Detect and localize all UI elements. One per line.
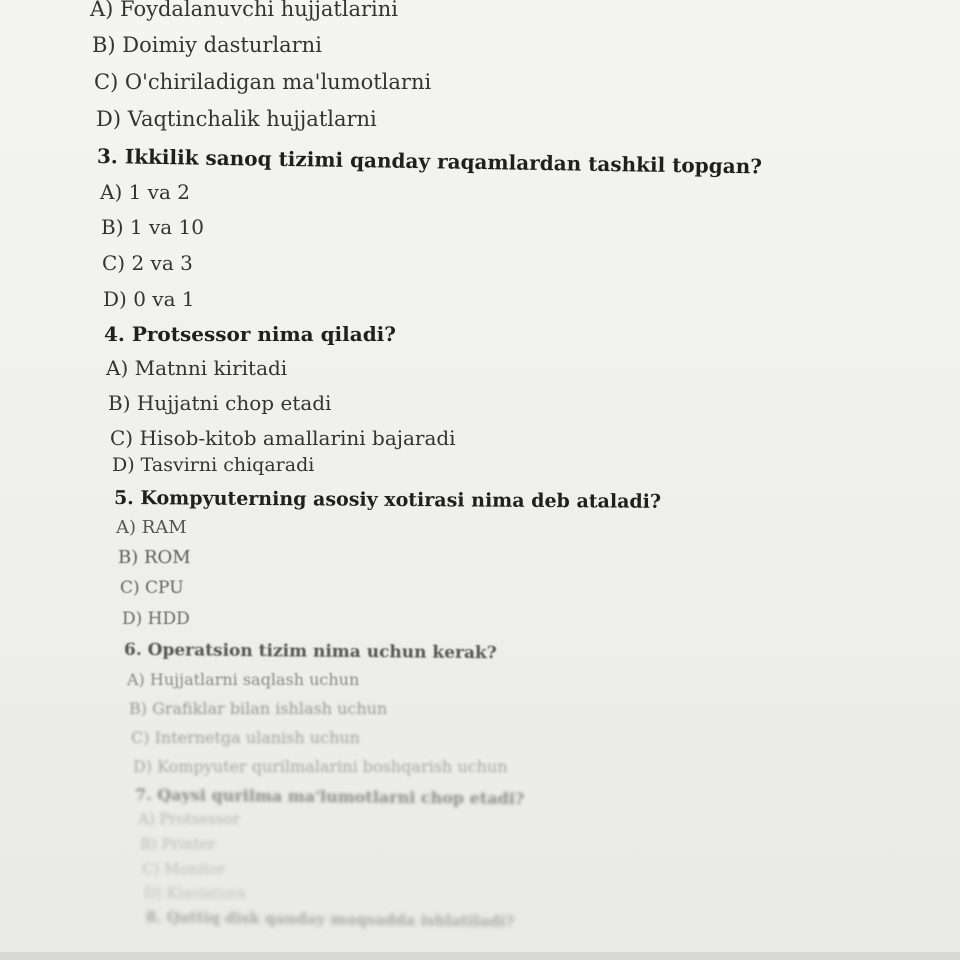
q2-option-c: C) O'chiriladigan ma'lumotlarni bbox=[94, 70, 432, 94]
q3-option-a: A) 1 va 2 bbox=[100, 180, 190, 204]
q4-option-a: A) Matnni kiritadi bbox=[106, 356, 288, 380]
q6-option-c: C) Internetga ulanish uchun bbox=[131, 728, 360, 747]
q3-option-d: D) 0 va 1 bbox=[103, 287, 195, 311]
q6-question: 6. Operatsion tizim nima uchun kerak? bbox=[123, 640, 497, 664]
q2-option-a: A) Foydalanuvchi hujjatlarini bbox=[90, 0, 399, 21]
q4-question: 4. Protsessor nima qiladi? bbox=[104, 322, 397, 346]
screen-bottom-edge bbox=[0, 952, 960, 960]
q3-option-b: B) 1 va 10 bbox=[101, 215, 204, 239]
q5-option-c: C) CPU bbox=[120, 578, 184, 598]
q8-question: 8. Qattiq disk qanday maqsadda ishlatiladi? bbox=[145, 908, 515, 931]
q2-option-b: B) Doimiy dasturlarni bbox=[92, 33, 322, 57]
q3-option-c: C) 2 va 3 bbox=[102, 251, 193, 275]
q5-option-d: D) HDD bbox=[122, 609, 190, 629]
q7-option-b: B) Printer bbox=[140, 835, 216, 853]
q7-option-c: C) Monitor bbox=[142, 860, 226, 878]
q4-option-b: B) Hujjatni chop etadi bbox=[108, 391, 332, 415]
q5-option-b: B) ROM bbox=[118, 547, 191, 568]
q5-option-a: A) RAM bbox=[116, 517, 187, 538]
q7-option-d: D) Klaviatura bbox=[144, 884, 246, 902]
q7-option-a: A) Protsessor bbox=[138, 810, 240, 828]
q4-option-d: D) Tasvirni chiqaradi bbox=[112, 454, 315, 476]
q6-option-a: A) Hujjatlarni saqlash uchun bbox=[127, 670, 360, 689]
q2-option-d: D) Vaqtinchalik hujjatlarni bbox=[96, 107, 377, 131]
q6-option-b: B) Grafiklar bilan ishlash uchun bbox=[129, 699, 388, 718]
q6-option-d: D) Kompyuter qurilmalarini boshqarish uchun bbox=[133, 757, 508, 776]
q5-question: 5. Kompyuterning asosiy xotirasi nima deb ataladi? bbox=[113, 487, 662, 513]
q3-question: 3. Ikkilik sanoq tizimi qanday raqamlardan tashkil topgan? bbox=[96, 144, 763, 179]
q4-option-c: C) Hisob-kitob amallarini bajaradi bbox=[110, 426, 456, 450]
q7-question: 7. Qaysi qurilma ma'lumotlarni chop etadi? bbox=[134, 785, 525, 809]
